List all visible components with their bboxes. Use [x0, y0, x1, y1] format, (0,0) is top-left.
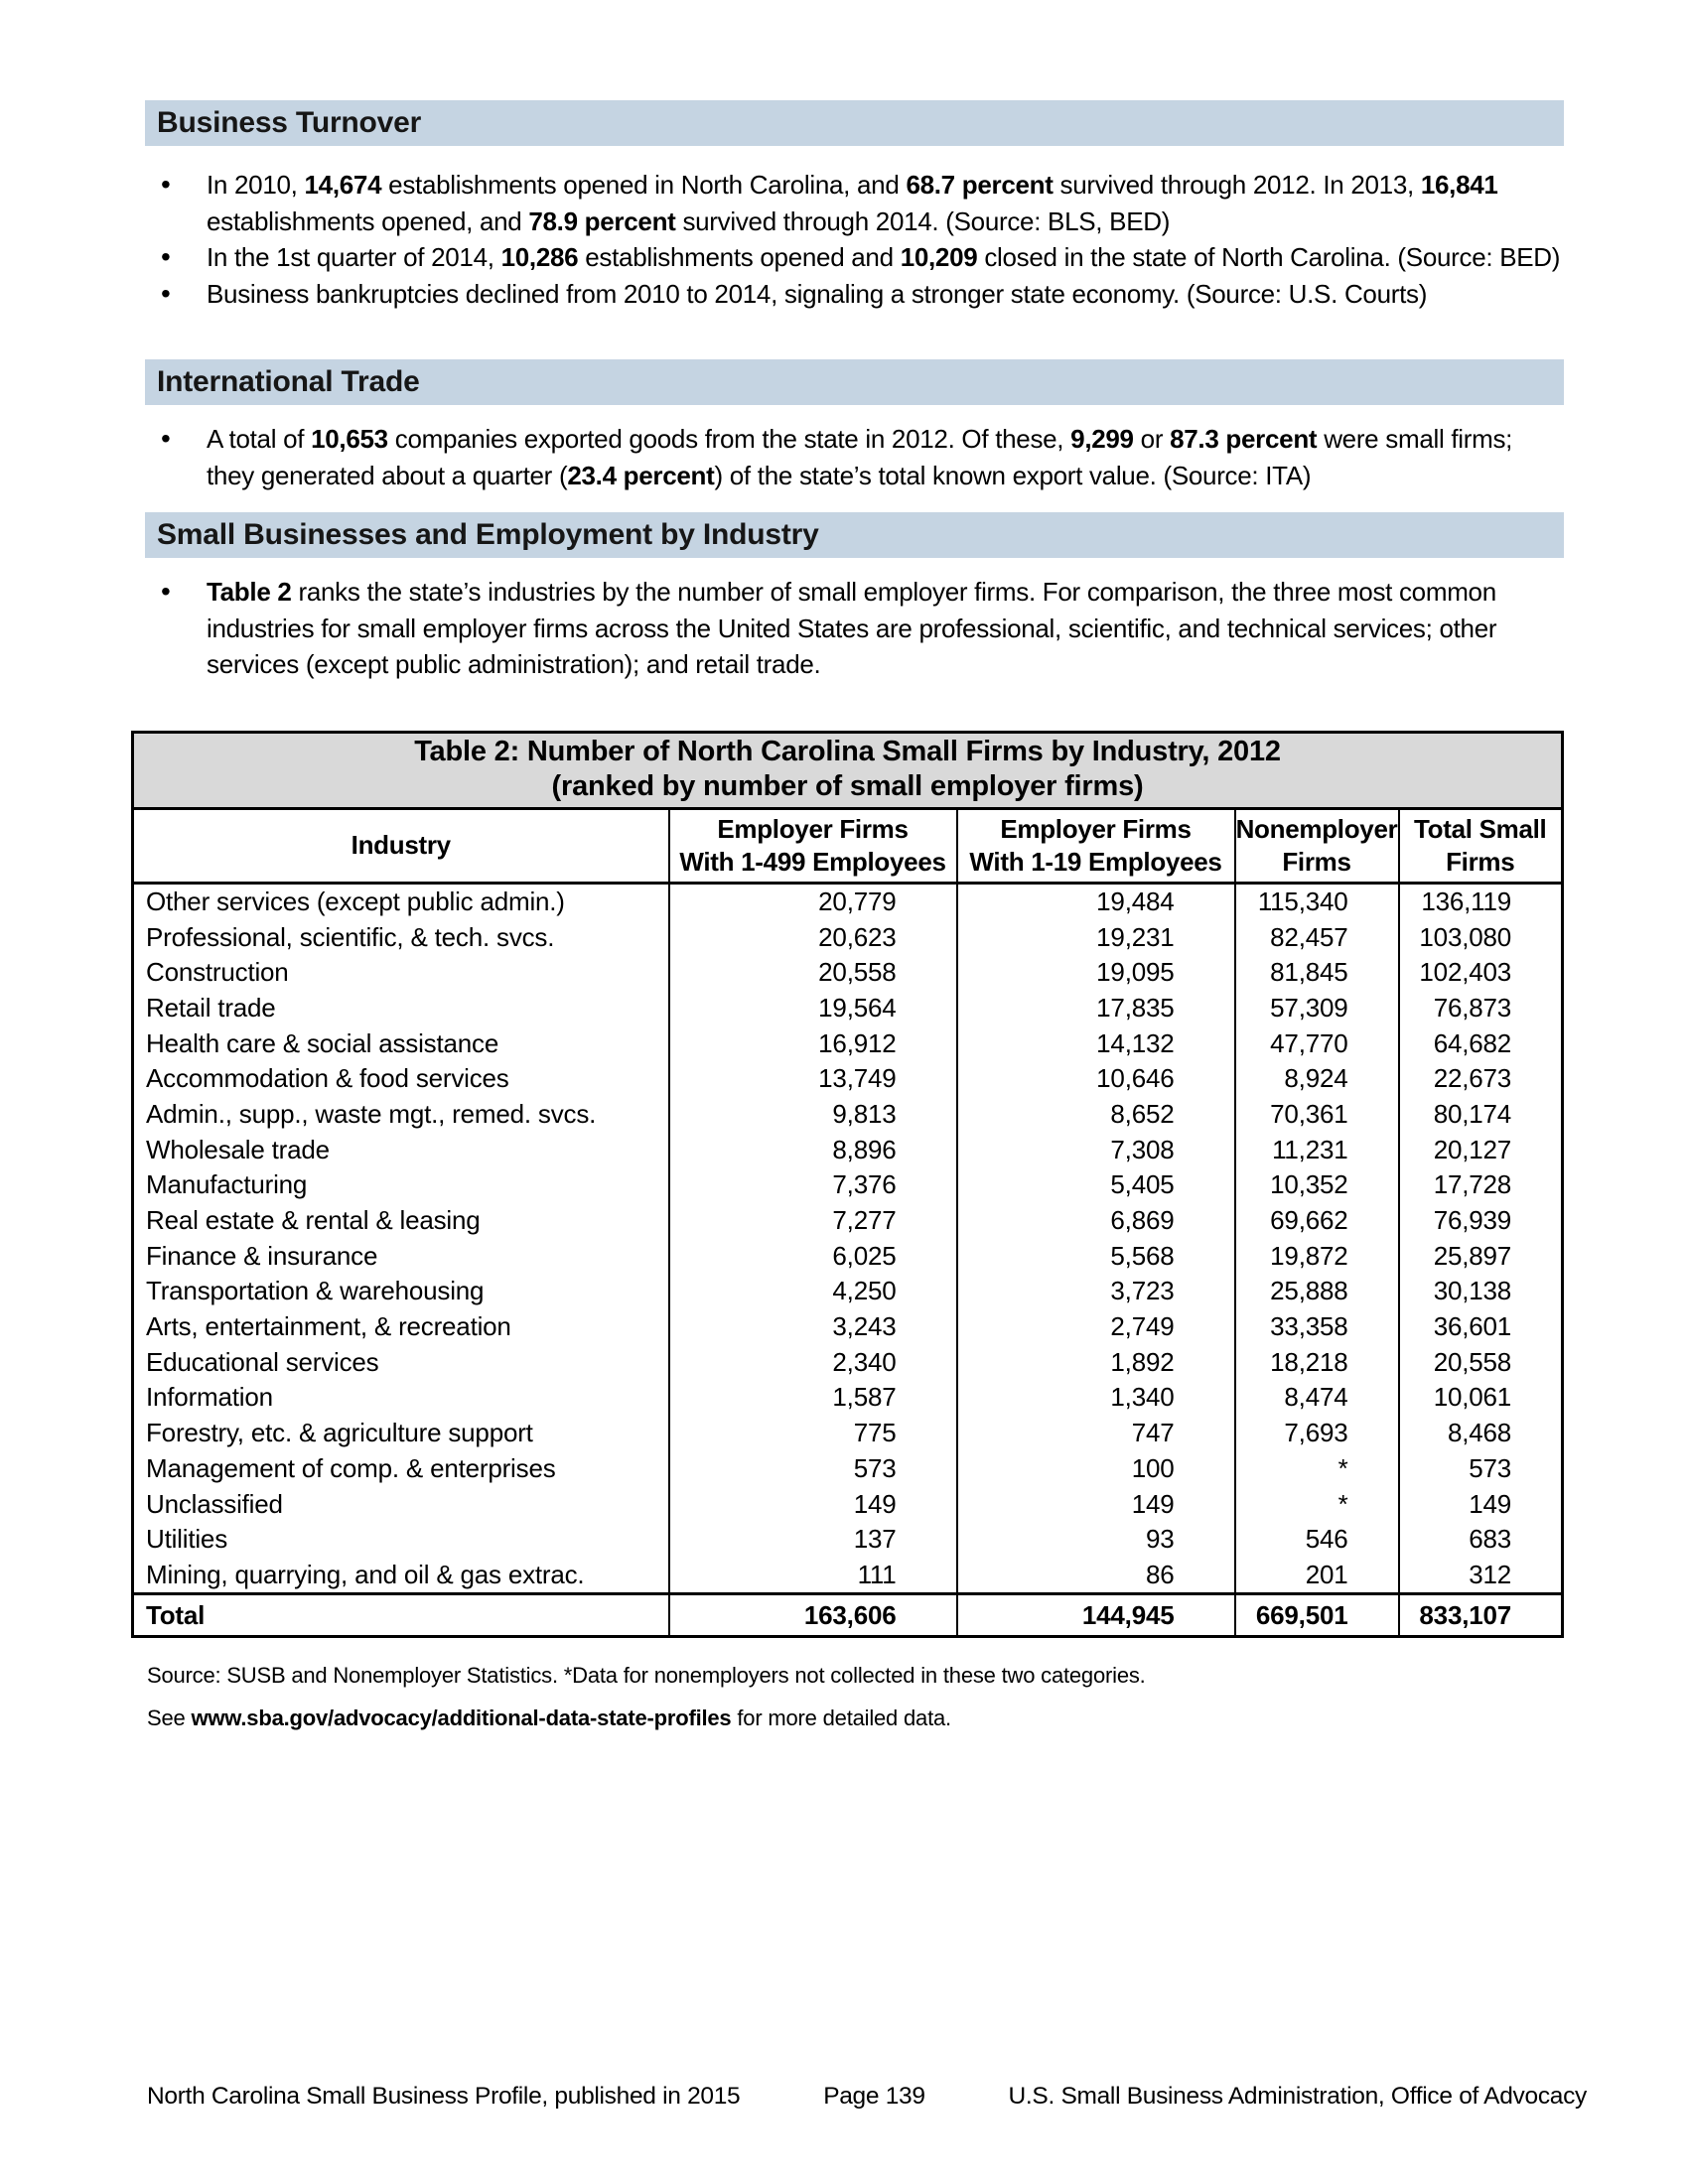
value-cell: 8,474: [1235, 1380, 1399, 1416]
value-cell: *: [1235, 1486, 1399, 1522]
see-more-note: See www.sba.gov/advocacy/additional-data-state-profiles for more detailed data.: [147, 1706, 951, 1731]
value-cell: 573: [669, 1451, 957, 1487]
page-footer: [147, 2083, 1587, 2111]
bullet-item: • A total of 10,653 companies exported goods from the state in 2012. Of these, 9,299 or 87.3 percent were small firms; they generated about a quarter (23.4 percent) of the state’s total known export value. (Source: ITA): [145, 421, 1564, 493]
industry-cell: Forestry, etc. & agriculture support: [146, 1418, 533, 1448]
industry-cell: Educational services: [146, 1346, 379, 1377]
bullet-list-international-trade: [145, 421, 1564, 493]
industry-cell: Manufacturing: [146, 1169, 308, 1200]
bullet-list-business-turnover: [145, 167, 1564, 312]
industry-cell: Retail trade: [146, 992, 276, 1023]
table-title-line2: (ranked by number of small employer firms): [551, 769, 1144, 802]
industry-cell: Mining, quarrying, and oil & gas extrac.: [146, 1559, 585, 1589]
footer-agency: U.S. Small Business Administration, Office of Advocacy: [1008, 2083, 1587, 2110]
value-cell: 11,231: [1235, 1132, 1399, 1167]
value-cell: 747: [957, 1416, 1235, 1451]
source-note: Source: SUSB and Nonemployer Statistics. *Data for nonemployers not collected in these two categories.: [147, 1663, 1146, 1689]
section-header-international-trade: [145, 359, 1564, 405]
table-row: [133, 1558, 1563, 1594]
table-row: [133, 1344, 1563, 1380]
value-cell: 20,623: [669, 919, 957, 955]
value-cell: 9,813: [669, 1097, 957, 1133]
value-cell: 102,403: [1399, 955, 1563, 991]
value-cell: 82,457: [1235, 919, 1399, 955]
total-nonemployer: 669,501: [1235, 1594, 1399, 1637]
table-notes: [147, 1663, 1564, 1731]
footer-page-number: Page 139: [823, 2083, 925, 2110]
value-cell: 69,662: [1235, 1203, 1399, 1239]
industry-cell: Accommodation & food services: [146, 1063, 509, 1094]
column-header-employer-1-499: Employer Firms With 1-499 Employees: [669, 808, 957, 883]
total-employer-1-19: 144,945: [957, 1594, 1235, 1637]
table-2-small-firms-by-industry: [131, 731, 1564, 1639]
value-cell: 201: [1235, 1558, 1399, 1594]
value-cell: 5,405: [957, 1167, 1235, 1203]
section-header-small-businesses-employment: [145, 512, 1564, 558]
section-title: Business Turnover: [157, 106, 422, 139]
value-cell: 57,309: [1235, 991, 1399, 1026]
total-label: Total: [133, 1594, 669, 1637]
industry-cell: Arts, entertainment, & recreation: [146, 1311, 511, 1342]
value-cell: 5,568: [957, 1238, 1235, 1274]
table-row: [133, 955, 1563, 991]
value-cell: 20,127: [1399, 1132, 1563, 1167]
table-row: [133, 1451, 1563, 1487]
value-cell: 100: [957, 1451, 1235, 1487]
value-cell: 2,340: [669, 1344, 957, 1380]
value-cell: 7,376: [669, 1167, 957, 1203]
table-row: [133, 1097, 1563, 1133]
value-cell: 775: [669, 1416, 957, 1451]
value-cell: 7,277: [669, 1203, 957, 1239]
value-cell: 1,340: [957, 1380, 1235, 1416]
value-cell: 8,896: [669, 1132, 957, 1167]
table-row: [133, 1380, 1563, 1416]
value-cell: 76,939: [1399, 1203, 1563, 1239]
industry-cell: Finance & insurance: [146, 1240, 378, 1271]
value-cell: 136,119: [1399, 883, 1563, 919]
column-header-total-small: Total Small Firms: [1399, 808, 1563, 883]
table-title-row: [133, 732, 1563, 808]
value-cell: 18,218: [1235, 1344, 1399, 1380]
value-cell: 33,358: [1235, 1309, 1399, 1345]
value-cell: 7,693: [1235, 1416, 1399, 1451]
industry-cell: Admin., supp., waste mgt., remed. svcs.: [146, 1098, 597, 1129]
value-cell: 70,361: [1235, 1097, 1399, 1133]
section-title: Small Businesses and Employment by Industry: [157, 518, 819, 551]
value-cell: 111: [669, 1558, 957, 1594]
bullet-item: • In the 1st quarter of 2014, 10,286 establishments opened and 10,209 closed in the state of North Carolina. (Source: BED): [145, 239, 1564, 276]
value-cell: 8,652: [957, 1097, 1235, 1133]
value-cell: 36,601: [1399, 1309, 1563, 1345]
value-cell: 1,587: [669, 1380, 957, 1416]
value-cell: 13,749: [669, 1061, 957, 1097]
value-cell: 3,243: [669, 1309, 957, 1345]
table-row: [133, 1486, 1563, 1522]
page-content: [145, 100, 1564, 1731]
section-title: International Trade: [157, 365, 420, 398]
value-cell: 22,673: [1399, 1061, 1563, 1097]
value-cell: 149: [957, 1486, 1235, 1522]
value-cell: 10,646: [957, 1061, 1235, 1097]
value-cell: 17,728: [1399, 1167, 1563, 1203]
value-cell: 3,723: [957, 1274, 1235, 1309]
value-cell: 1,892: [957, 1344, 1235, 1380]
value-cell: 30,138: [1399, 1274, 1563, 1309]
industry-cell: Transportation & warehousing: [146, 1276, 485, 1306]
table-row: [133, 1061, 1563, 1097]
bullet-item: • Business bankruptcies declined from 2010 to 2014, signaling a stronger state economy. (Source: U.S. Courts): [145, 276, 1564, 313]
value-cell: 8,924: [1235, 1061, 1399, 1097]
total-employer-1-499: 163,606: [669, 1594, 957, 1637]
industry-cell: Professional, scientific, & tech. svcs.: [146, 921, 555, 952]
value-cell: 4,250: [669, 1274, 957, 1309]
table-row: [133, 1167, 1563, 1203]
value-cell: 115,340: [1235, 883, 1399, 919]
value-cell: 47,770: [1235, 1025, 1399, 1061]
value-cell: 25,897: [1399, 1238, 1563, 1274]
total-small-firms: 833,107: [1399, 1594, 1563, 1637]
column-header-nonemployer: Nonemployer Firms: [1235, 808, 1399, 883]
table-row: [133, 1238, 1563, 1274]
table-title: [133, 732, 1563, 808]
table-row: [133, 1416, 1563, 1451]
table-row: [133, 1203, 1563, 1239]
value-cell: 683: [1399, 1522, 1563, 1558]
value-cell: 86: [957, 1558, 1235, 1594]
table-row: [133, 883, 1563, 919]
industry-cell: Other services (except public admin.): [146, 886, 565, 916]
table-row: [133, 1132, 1563, 1167]
table-row: [133, 1025, 1563, 1061]
industry-cell: Real estate & rental & leasing: [146, 1205, 481, 1236]
value-cell: 19,564: [669, 991, 957, 1026]
table-header-row: [133, 808, 1563, 883]
table-row: [133, 1274, 1563, 1309]
value-cell: 6,025: [669, 1238, 957, 1274]
table-title-line1: Table 2: Number of North Carolina Small Firms by Industry, 2012: [414, 735, 1281, 767]
footer-publication: North Carolina Small Business Profile, published in 2015: [147, 2083, 741, 2110]
value-cell: 312: [1399, 1558, 1563, 1594]
value-cell: 8,468: [1399, 1416, 1563, 1451]
value-cell: 17,835: [957, 991, 1235, 1026]
column-header-employer-1-19: Employer Firms With 1-19 Employees: [957, 808, 1235, 883]
table-row: [133, 1522, 1563, 1558]
value-cell: 64,682: [1399, 1025, 1563, 1061]
value-cell: *: [1235, 1451, 1399, 1487]
value-cell: 10,352: [1235, 1167, 1399, 1203]
value-cell: 2,749: [957, 1309, 1235, 1345]
industry-cell: Construction: [146, 957, 289, 988]
table-body: [133, 883, 1563, 1594]
industry-cell: Wholesale trade: [146, 1134, 330, 1164]
value-cell: 25,888: [1235, 1274, 1399, 1309]
value-cell: 149: [669, 1486, 957, 1522]
value-cell: 19,484: [957, 883, 1235, 919]
table-row: [133, 991, 1563, 1026]
bullet-item: • Table 2 ranks the state’s industries by the number of small employer firms. For comparison, the three most common industries for small employer firms across the United States are professional, scientific, and technical services; other services (except public administration); and retail trade.: [145, 574, 1564, 683]
industry-cell: Management of comp. & enterprises: [146, 1452, 556, 1483]
value-cell: 6,869: [957, 1203, 1235, 1239]
value-cell: 573: [1399, 1451, 1563, 1487]
value-cell: 103,080: [1399, 919, 1563, 955]
industry-cell: Utilities: [146, 1524, 227, 1555]
value-cell: 149: [1399, 1486, 1563, 1522]
value-cell: 93: [957, 1522, 1235, 1558]
industry-cell: Information: [146, 1382, 273, 1413]
value-cell: 14,132: [957, 1025, 1235, 1061]
value-cell: 76,873: [1399, 991, 1563, 1026]
bullet-item: • In 2010, 14,674 establishments opened in North Carolina, and 68.7 percent survived through 2012. In 2013, 16,841 establishments opened, and 78.9 percent survived through 2014. (Source: BLS, BED): [145, 167, 1564, 239]
industry-cell: Unclassified: [146, 1488, 283, 1519]
value-cell: 19,095: [957, 955, 1235, 991]
bullet-list-small-businesses: [145, 574, 1564, 683]
industry-cell: Health care & social assistance: [146, 1027, 499, 1058]
value-cell: 80,174: [1399, 1097, 1563, 1133]
table-total-row: [133, 1594, 1563, 1637]
value-cell: 16,912: [669, 1025, 957, 1061]
value-cell: 7,308: [957, 1132, 1235, 1167]
value-cell: 10,061: [1399, 1380, 1563, 1416]
table-row: [133, 1309, 1563, 1345]
value-cell: 20,558: [1399, 1344, 1563, 1380]
column-header-industry: Industry: [133, 808, 669, 883]
value-cell: 546: [1235, 1522, 1399, 1558]
value-cell: 20,558: [669, 955, 957, 991]
value-cell: 81,845: [1235, 955, 1399, 991]
value-cell: 137: [669, 1522, 957, 1558]
table-row: [133, 919, 1563, 955]
value-cell: 19,231: [957, 919, 1235, 955]
value-cell: 20,779: [669, 883, 957, 919]
section-header-business-turnover: [145, 100, 1564, 146]
value-cell: 19,872: [1235, 1238, 1399, 1274]
